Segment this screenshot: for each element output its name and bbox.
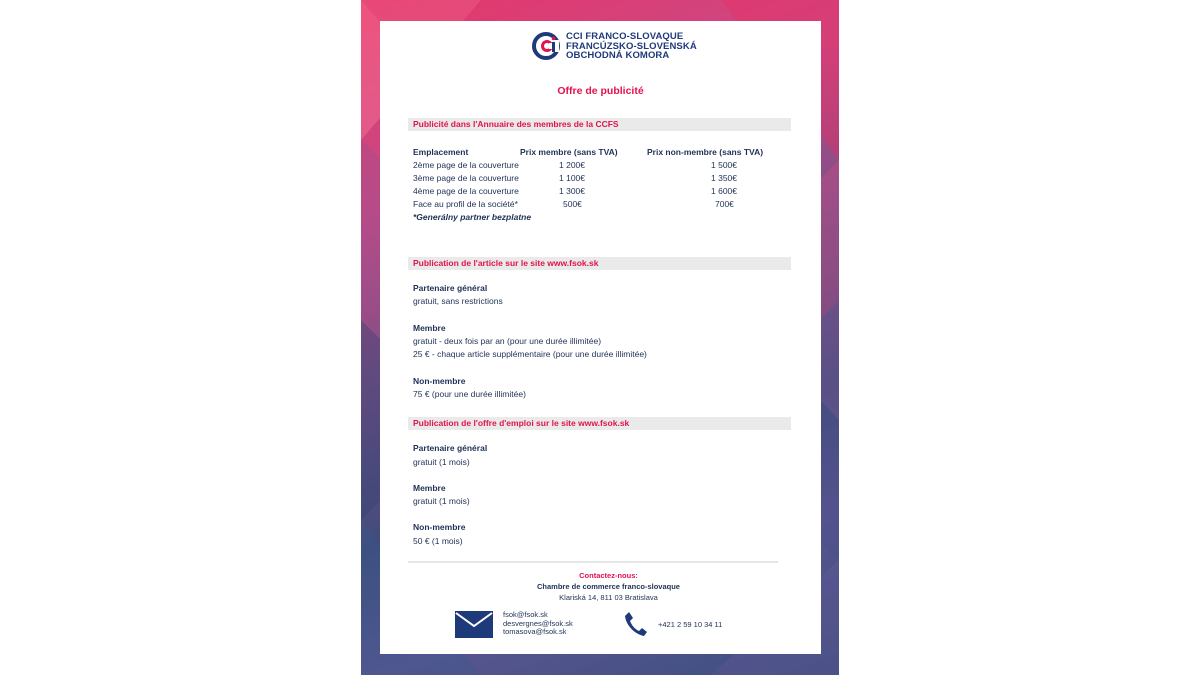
table-row-member-price: 1 100€ [559, 173, 585, 183]
cci-logo-mark [532, 31, 562, 61]
group-line: gratuit, sans restrictions [413, 296, 503, 306]
group-label-nonmember: Non-membre [413, 522, 466, 532]
group-label-member: Membre [413, 483, 446, 493]
logo-wordmark [566, 32, 697, 61]
group-line: 75 € (pour une durée illimitée) [413, 389, 526, 399]
table-row-member-price: 1 200€ [559, 160, 585, 170]
contact-address: Klariská 14, 811 03 Bratislava [559, 593, 658, 602]
email-link[interactable]: fsok@fsok.sk [503, 610, 548, 619]
table-row-place: 2ème page de la couverture [413, 160, 519, 170]
group-line: gratuit (1 mois) [413, 457, 470, 467]
envelope-icon [455, 611, 493, 638]
section-header-emploi [408, 417, 791, 430]
column-header-nonmember-price: Prix non-membre (sans TVA) [647, 147, 764, 157]
table-row-place: 3ème page de la couverture [413, 173, 519, 183]
contact-emails [503, 611, 573, 637]
group-label-member: Membre [413, 323, 446, 333]
page-title: Offre de publicité [557, 85, 644, 97]
logo-line-2: FRANCÚZSKO-SLOVENSKÁ [566, 40, 697, 52]
column-header-member-price: Prix membre (sans TVA) [520, 147, 618, 157]
group-line: gratuit - deux fois par an (pour une durée illimitée) [413, 336, 602, 346]
group-line: 50 € (1 mois) [413, 536, 463, 546]
table-row-nonmember-price: 700€ [715, 199, 734, 209]
table-row-member-price: 500€ [563, 199, 582, 209]
table-row-nonmember-price: 1 350€ [711, 173, 737, 183]
group-label-partner: Partenaire général [413, 443, 488, 453]
table-row-place: 4ème page de la couverture [413, 186, 519, 196]
contact-heading: Contactez-nous: [579, 571, 638, 580]
logo-line-3: OBCHODNÁ KOMORA [566, 50, 670, 62]
contact-organization: Chambre de commerce franco-slovaque [537, 582, 680, 591]
section-title: Publication de l'offre d'emploi sur le site www.fsok.sk [413, 418, 630, 428]
logo-line-1: CCI FRANCO-SLOVAQUE [566, 31, 684, 42]
column-header-place: Emplacement [413, 147, 469, 157]
group-line: 25 € - chaque article supplémentaire (pour une durée illimitée) [413, 349, 647, 359]
table-row-member-price: 1 300€ [559, 186, 585, 196]
footnote: *Generálny partner bezplatne [413, 212, 532, 222]
table-row-place: Face au profil de la société* [413, 199, 518, 209]
section-header-article [408, 257, 791, 270]
group-line: gratuit (1 mois) [413, 496, 470, 506]
section-title: Publication de l'article sur le site www.fsok.sk [413, 258, 599, 268]
cci-logo [532, 31, 697, 63]
phone-icon [624, 611, 648, 637]
table-row-nonmember-price: 1 600€ [711, 186, 737, 196]
group-label-partner: Partenaire général [413, 283, 488, 293]
contact-phone[interactable]: +421 2 59 10 34 11 [658, 620, 723, 629]
section-title: Publicité dans l'Annuaire des membres de la CCFS [413, 119, 619, 129]
section-header-annuaire [408, 118, 791, 131]
email-link[interactable]: tomasova@fsok.sk [503, 627, 567, 636]
table-row-nonmember-price: 1 500€ [711, 160, 737, 170]
divider [408, 561, 778, 563]
email-link[interactable]: desvergnes@fsok.sk [503, 618, 573, 628]
group-label-nonmember: Non-membre [413, 376, 466, 386]
price-sheet [380, 21, 821, 654]
